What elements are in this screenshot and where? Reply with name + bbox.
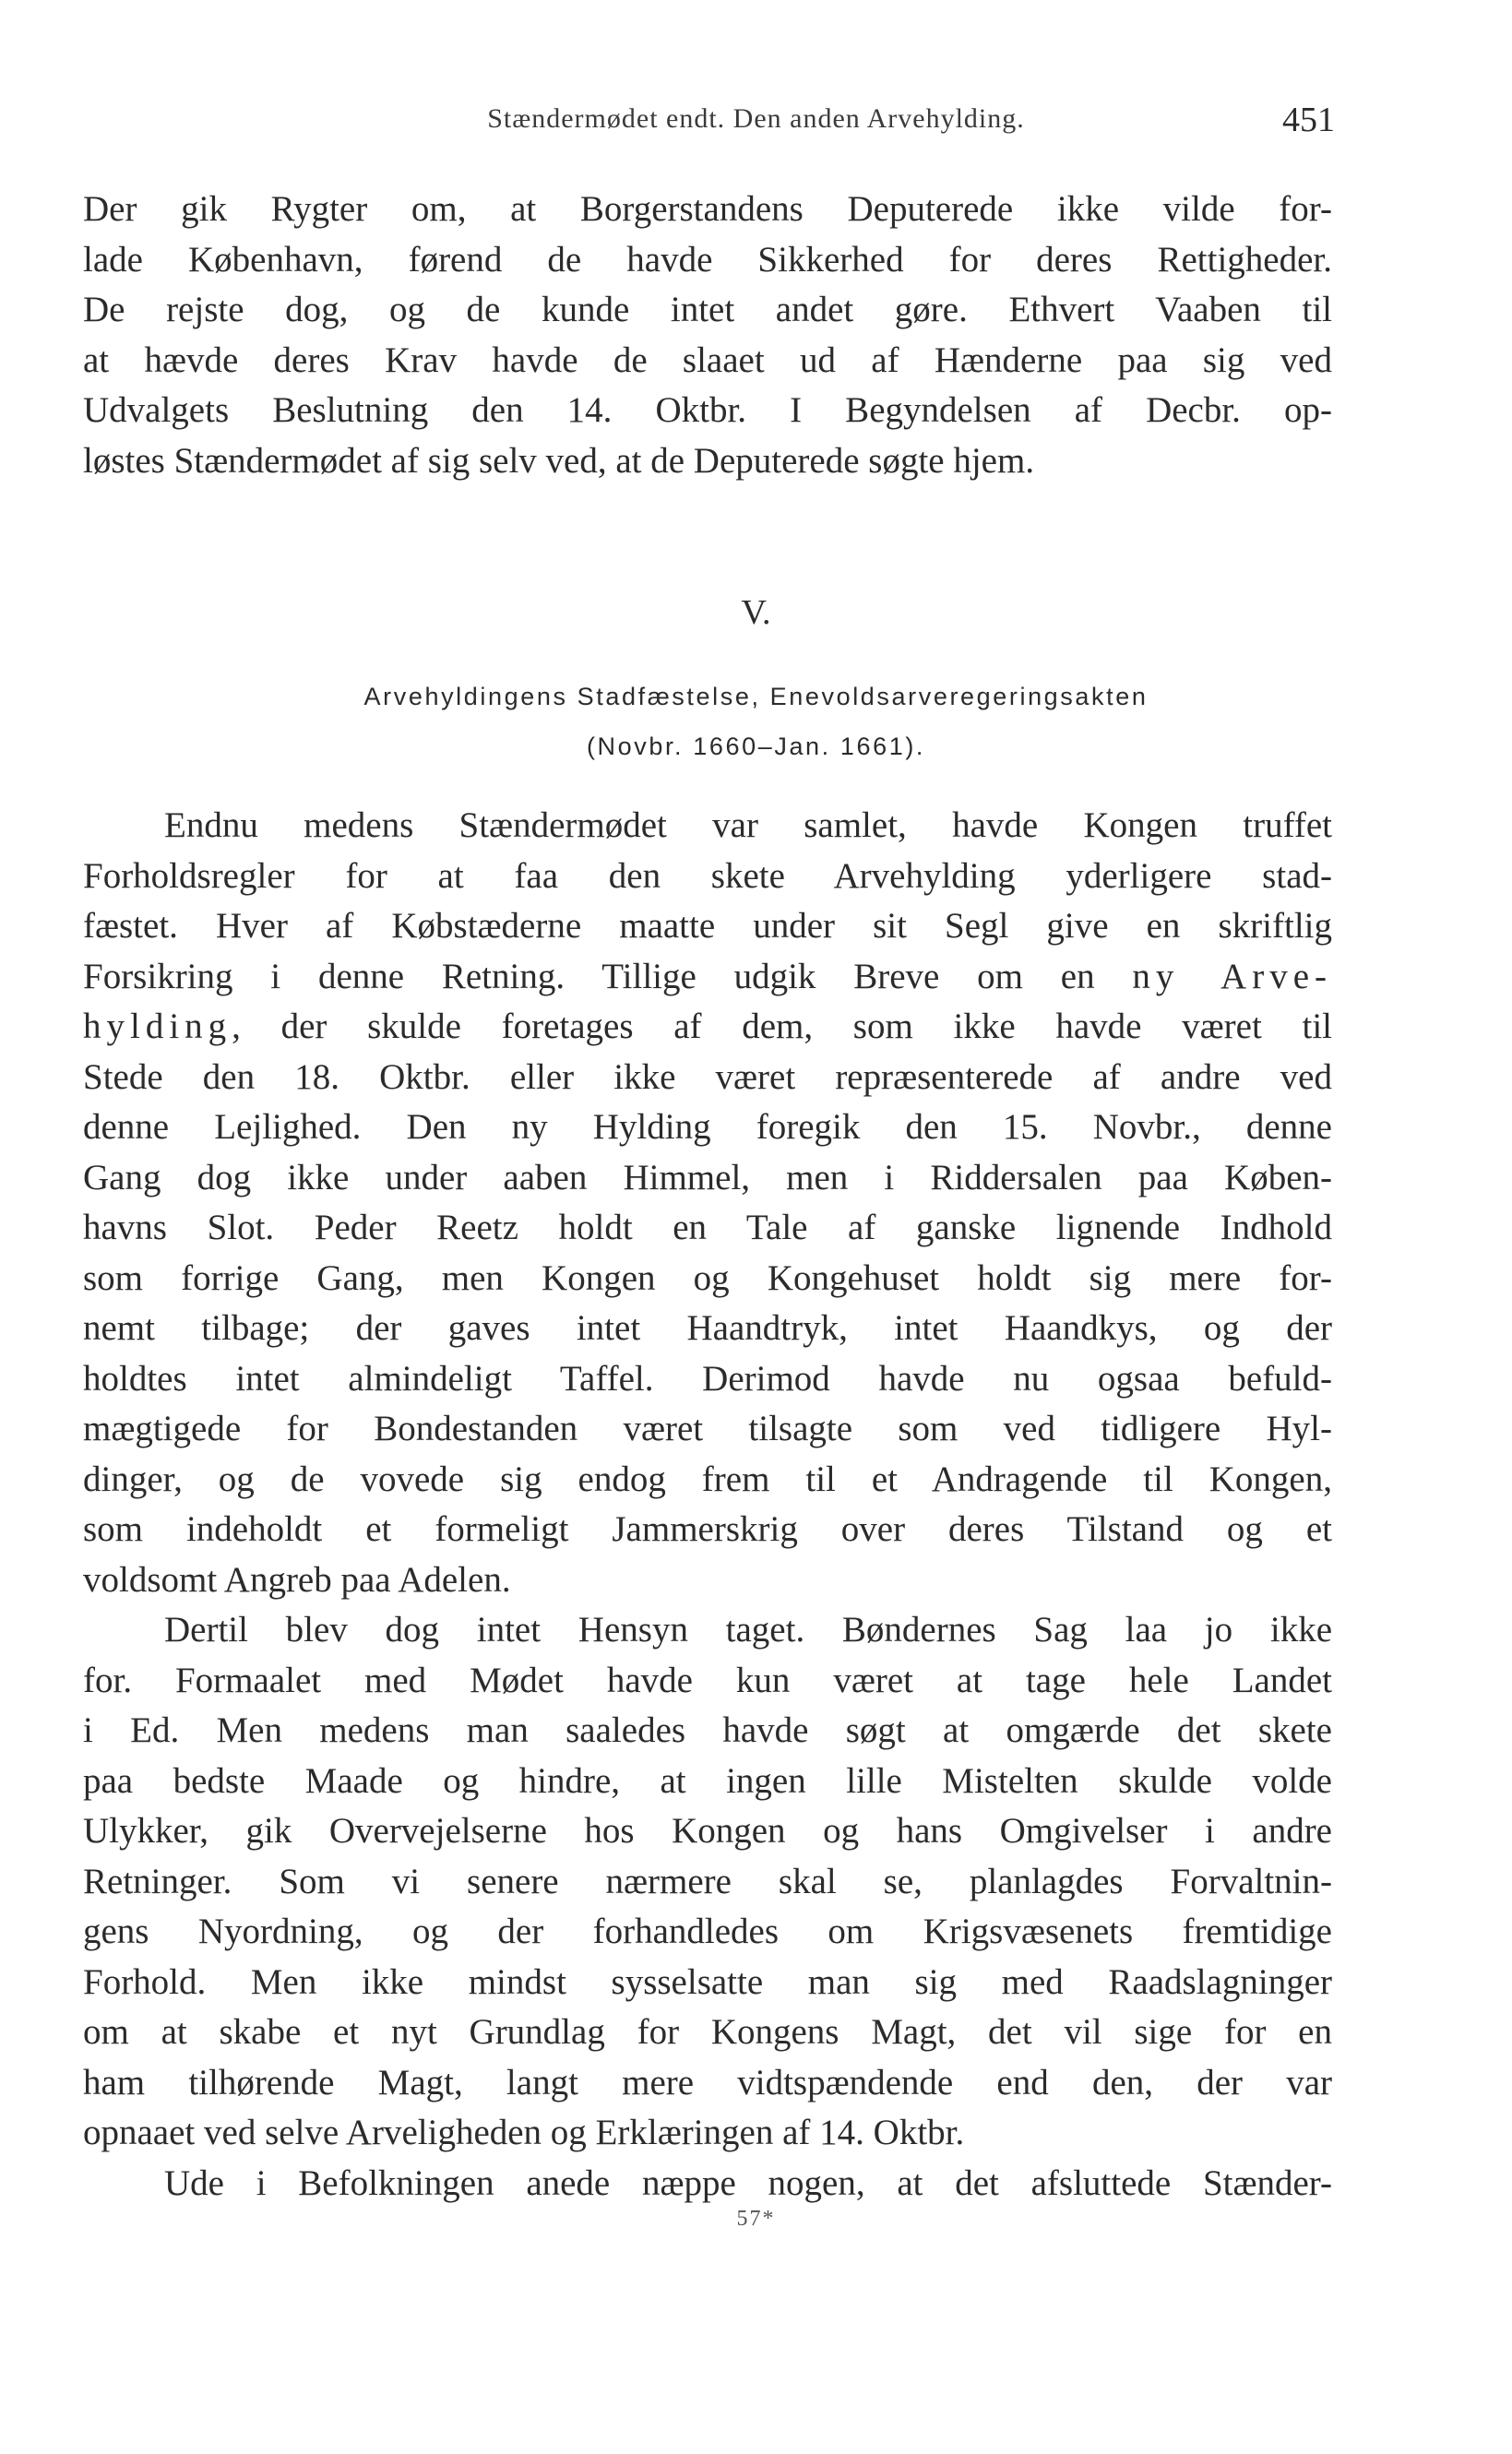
emphasized-term: hylding xyxy=(83,1007,232,1046)
running-head xyxy=(0,103,1512,149)
text-line: voldsomt Angreb paa Adelen. xyxy=(83,1559,511,1600)
text-line: som forrige Gang, men Kongen og Kongehuset holdt sig mere for- xyxy=(83,1257,1332,1298)
text-line: Gang dog ikke under aaben Himmel, men i Riddersalen paa Køben- xyxy=(83,1157,1332,1197)
text-line: Retninger. Som vi senere nærmere skal se, planlagdes Forvaltnin- xyxy=(83,1861,1332,1901)
text-line: Forhold. Men ikke mindst sysselsatte man sig med Raadslagninger xyxy=(83,1961,1332,2002)
text-line: holdtes intet almindeligt Taffel. Derimod havde nu ogsaa befuld- xyxy=(83,1358,1332,1399)
text-line: Ude i Befolkningen anede næppe nogen, at det afsluttede Stænder- xyxy=(164,2162,1332,2203)
text-line: Dertil blev dog intet Hensyn taget. Bøndernes Sag laa jo ikke xyxy=(164,1610,1332,1650)
text-line: ham tilhørende Magt, langt mere vidtspændende end den, der var xyxy=(83,2062,1332,2103)
text-line: denne Lejlighed. Den ny Hylding foregik den 15. Novbr., denne xyxy=(83,1107,1332,1147)
text-line xyxy=(83,952,1332,1003)
text-line: at hævde deres Krav havde de slaaet ud af Hænderne paa sig ved xyxy=(83,340,1332,380)
text-line: Forholdsregler for at faa den skete Arvehylding yderligere stad- xyxy=(83,855,1332,896)
text-line: Udvalgets Beslutning den 14. Oktbr. I Begyndelsen af Decbr. op- xyxy=(83,390,1332,430)
text-line: Endnu medens Stændermødet var samlet, havde Kongen truffet xyxy=(164,805,1332,845)
text-line: Stede den 18. Oktbr. eller ikke været repræsenterede af andre ved xyxy=(83,1056,1332,1097)
running-title: Stændermødet endt. Den anden Arvehylding. xyxy=(487,103,1025,134)
text-line: i Ed. Men medens man saaledes havde søgt at omgærde det skete xyxy=(83,1710,1332,1750)
text-line: fæstet. Hver af Købstæderne maatte under sit Segl give en skriftlig xyxy=(83,906,1332,946)
page-number: 451 xyxy=(1282,101,1335,139)
text-run: , der skulde foretages af dem, som ikke havde været til xyxy=(232,1007,1332,1046)
text-run: Forsikring i denne Retning. Tillige udgik Breve om en xyxy=(83,956,1133,996)
text-line: løstes Stændermødet af sig selv ved, at de Deputerede søgte hjem. xyxy=(83,440,1035,481)
section-date-range: (Novbr. 1660–Jan. 1661). xyxy=(586,733,926,760)
text-line: Der gik Rygter om, at Borgerstandens Deputerede ikke vilde for- xyxy=(83,189,1332,229)
text-line: paa bedste Maade og hindre, at ingen lille Mistelten skulde volde xyxy=(83,1760,1332,1801)
printer-signature-mark: 57* xyxy=(736,2207,776,2231)
paragraph-closing-estates xyxy=(83,185,1332,486)
text-line: mægtigede for Bondestanden været tilsagte som ved tidligere Hyl- xyxy=(83,1409,1332,1448)
section-number: V. xyxy=(741,593,771,632)
text-line: for. Formaalet med Mødet havde kun været at tage hele Landet xyxy=(83,1660,1332,1700)
text-line: gens Nyordning, og der forhandledes om Krigsvæsenets fremtidige xyxy=(83,1912,1332,1951)
text-line: om at skabe et nyt Grundlag for Kongens Magt, det vil sige for en xyxy=(83,2012,1332,2052)
text-line: som indeholdt et formeligt Jammerskrig over deres Tilstand og et xyxy=(83,1509,1332,1549)
section-title: Arvehyldingens Stadfæstelse, Enevoldsarveregeringsakten xyxy=(363,683,1149,710)
section-body xyxy=(83,801,1332,2209)
text-line: nemt tilbage; der gaves intet Haandtryk, intet Haandkys, og der xyxy=(83,1308,1332,1348)
text-line: dinger, og de vovede sig endog frem til et Andragende til Kongen, xyxy=(83,1459,1332,1499)
emphasized-term: ny Arve- xyxy=(1132,956,1332,996)
text-line: havns Slot. Peder Reetz holdt en Tale af ganske lignende Indhold xyxy=(83,1208,1332,1247)
text-line: Ulykker, gik Overvejelserne hos Kongen og hans Omgivelser i andre xyxy=(83,1811,1332,1851)
text-line: lade København, førend de havde Sikkerhed for deres Rettigheder. xyxy=(83,239,1332,280)
text-line xyxy=(83,1002,1332,1053)
text-line: De rejste dog, og de kunde intet andet gøre. Ethvert Vaaben til xyxy=(83,290,1332,329)
text-line: opnaaet ved selve Arveligheden og Erklæringen af 14. Oktbr. xyxy=(83,2113,965,2152)
